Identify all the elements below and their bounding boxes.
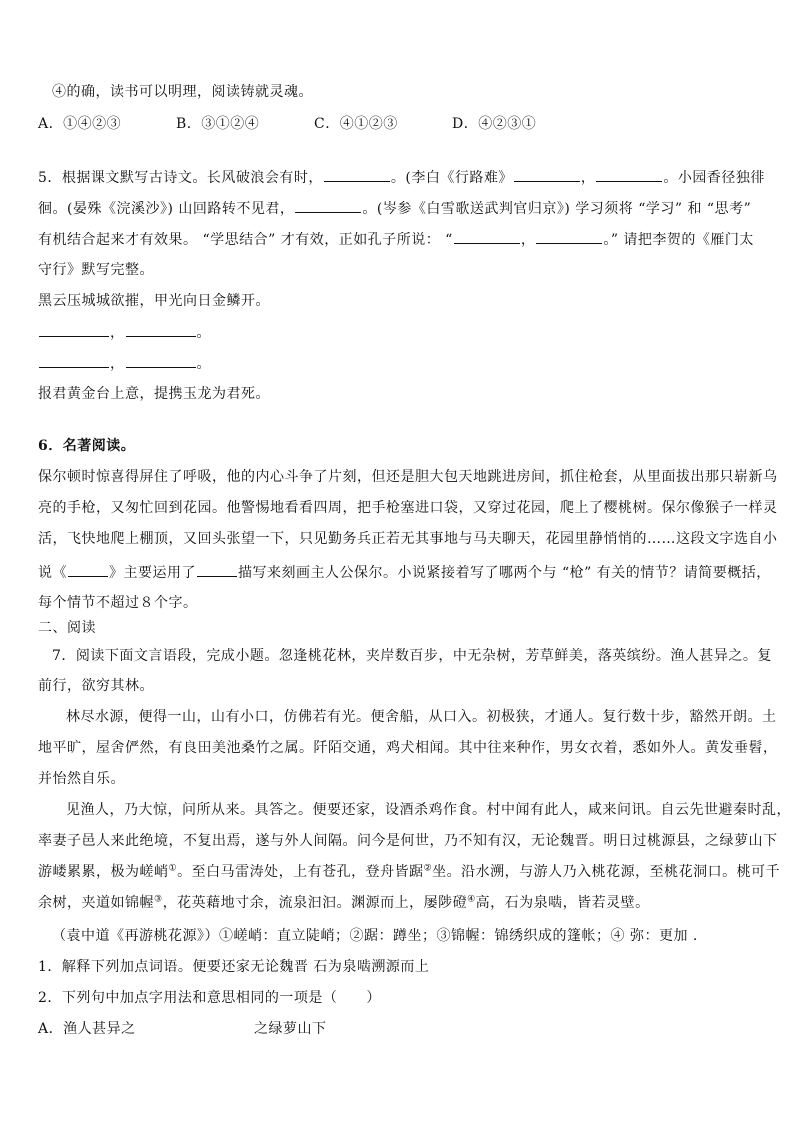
q4-options [38,114,764,134]
q7-text: 坐。沿水溯，与游人乃入桃花源，至桃花洞口。桃可千 [432,864,781,880]
q6-para-line4 [38,562,771,583]
q5-line4: 守行》默写完整。 [38,262,154,278]
q6-para-line5: 每个情节不超过８个字。 [38,595,198,611]
q7-line8 [38,862,781,882]
q7-text: 余树，夹道如锦幄 [38,895,154,911]
q7-text: ，花英藉地寸余，流泉汩汩。渊源而上，屡陟磴 [162,895,468,911]
poem-line-4: 报君黄金台上意，提携玉龙为君死。 [38,386,270,402]
q4-option-b: B．③①②④ [176,116,260,132]
answer-blank [39,322,109,337]
q7-line5: 并怡然自乐。 [38,771,125,787]
q7-line2: 前行，欲穷其林。 [38,678,154,694]
poem-line-3 [38,353,764,374]
q7-footnote: （袁中道《再游桃花源》）①嵯峭：直立陡峭；②踞：蹲坐；③锦幄：锦绣织成的篷帐；④ 弥：更加 . [52,928,698,944]
q5-line2 [38,198,764,219]
q7-text: 高，石为泉啮，皆若灵壁。 [475,895,650,911]
q6-text: 》主要运用了 [109,565,196,581]
q7-line6: 见渔人，乃大惊，问所从来。具答之。便要还家，设酒杀鸡作食。村中闻有此人，咸来问讯。自云先世避秦时乱， [66,802,791,818]
q6-text: 说《 [38,565,67,581]
answer-blank [39,353,109,368]
q4-option-a: A．①④②③ [38,116,122,132]
q7-line3: 林尽水源，便得一山，山有小口，仿佛若有光。便舍船，从口入。初极狭，才通人。复行数十步，豁然开朗。土 [66,709,777,725]
answer-blank [126,322,196,337]
q7-option-a [38,1019,764,1039]
punct: 。 [196,356,211,372]
answer-blank [454,229,520,244]
q6-para-line1: 保尔顿时惊喜得屏住了呼吸，他的内心斗争了片刻，但还是胆大包天地跳进房间，抓住枪套，从里面拔出那只崭新乌 [38,469,778,485]
q5-text: 。小园香径独徘 [663,170,765,186]
answer-blank [324,167,390,182]
q5-text: 。” 请把李贺的《雁门太 [603,232,754,248]
q4-option-c: C．④①②③ [314,116,398,132]
q6-text: 描写来刻画主人公保尔。小说紧接着写了哪两个与 “枪” 有关的情节？请简要概括， [238,565,771,581]
footnote-mark: ④ [467,894,476,905]
q7-text: 游嵝累累，极为嵯峭 [38,864,169,880]
q7-line7: 率妻子邑人来此绝境，不复出焉，遂与外人间隔。问今是何世，乃不知有汉，无论魏晋。明日过桃源县，之绿萝山下 [38,833,778,849]
q5-text: ， [580,170,596,186]
q4-item4: ④的确，读书可以明理，阅读铸就灵魂。 [52,84,313,100]
q7-subquestion-2: 2．下列句中加点字用法和意思相同的一项是（ ） [38,990,381,1006]
poem-line-1: 黑云压城城欲摧，甲光向日金鳞开。 [38,293,270,309]
q5-line1 [38,167,764,188]
q7-subquestion-1: 1．解释下列加点词语。便要还家无论魏晋 石为泉啮溯源而上 [38,959,430,975]
punct: 。 [196,325,211,341]
option-a-part2: 之绿萝山下 [254,1021,327,1037]
answer-blank [596,167,662,182]
option-a-part1: A．渔人甚异之 [38,1021,136,1037]
punct: ， [110,356,125,372]
answer-blank [68,562,108,577]
q5-text: 5．根据课文默写古诗文。长风破浪会有时， [38,170,323,186]
section-heading: 二、阅读 [38,620,96,636]
footnote-mark: ② [423,863,433,874]
q5-text: 。(岑参《白雪歌送武判官归京》) 学习须将 “学习” 和 “思考” [362,201,752,217]
q6-title: 6．名著阅读。 [38,438,136,454]
footnote-mark: ① [168,863,178,874]
answer-blank [126,353,196,368]
q4-option-d: D．④②③① [452,116,537,132]
q5-text: ， [520,232,536,248]
answer-blank [197,562,237,577]
q6-para-line2: 亮的手枪，又匆忙回到花园。他警惕地看看四周，把手枪塞进口袋，又穿过花园，爬上了樱桃树。保尔像猴子一样灵 [38,500,778,516]
q5-text: 有机结合起来才有效果。 “学思结合” 才有效，正如孔子所说： “ [38,232,453,248]
q5-text: 徊。(晏殊《浣溪沙》) 山回路转不见君， [38,201,295,217]
q7-line9 [38,893,764,913]
footnote-mark: ③ [154,894,163,905]
answer-blank [514,167,580,182]
q6-para-line3: 活，飞快地爬上棚顶，又回头张望一下，只见勤务兵正若无其事地与马夫聊天，花园里静悄悄的……这段文字选自小 [38,531,778,547]
q5-line3 [38,229,764,250]
answer-blank [295,198,361,213]
answer-blank [536,229,602,244]
poem-line-2 [38,322,764,343]
q7-line1: 7．阅读下面文言语段，完成小题。忽逢桃花林，夹岸数百步，中无杂树，芳草鲜美，落英缤纷。渔人甚异之。复 [52,648,772,664]
q7-line4: 地平旷，屋舍俨然，有良田美池桑竹之属。阡陌交通，鸡犬相闻。其中往来种作，男女衣着，悉如外人。黄发垂髫， [38,740,778,756]
q5-text: 。(李白《行路难》 [390,170,513,186]
punct: ， [110,325,125,341]
q7-text: 。至白马雷涛处，上有苍孔，登舟皆踞 [177,864,424,880]
